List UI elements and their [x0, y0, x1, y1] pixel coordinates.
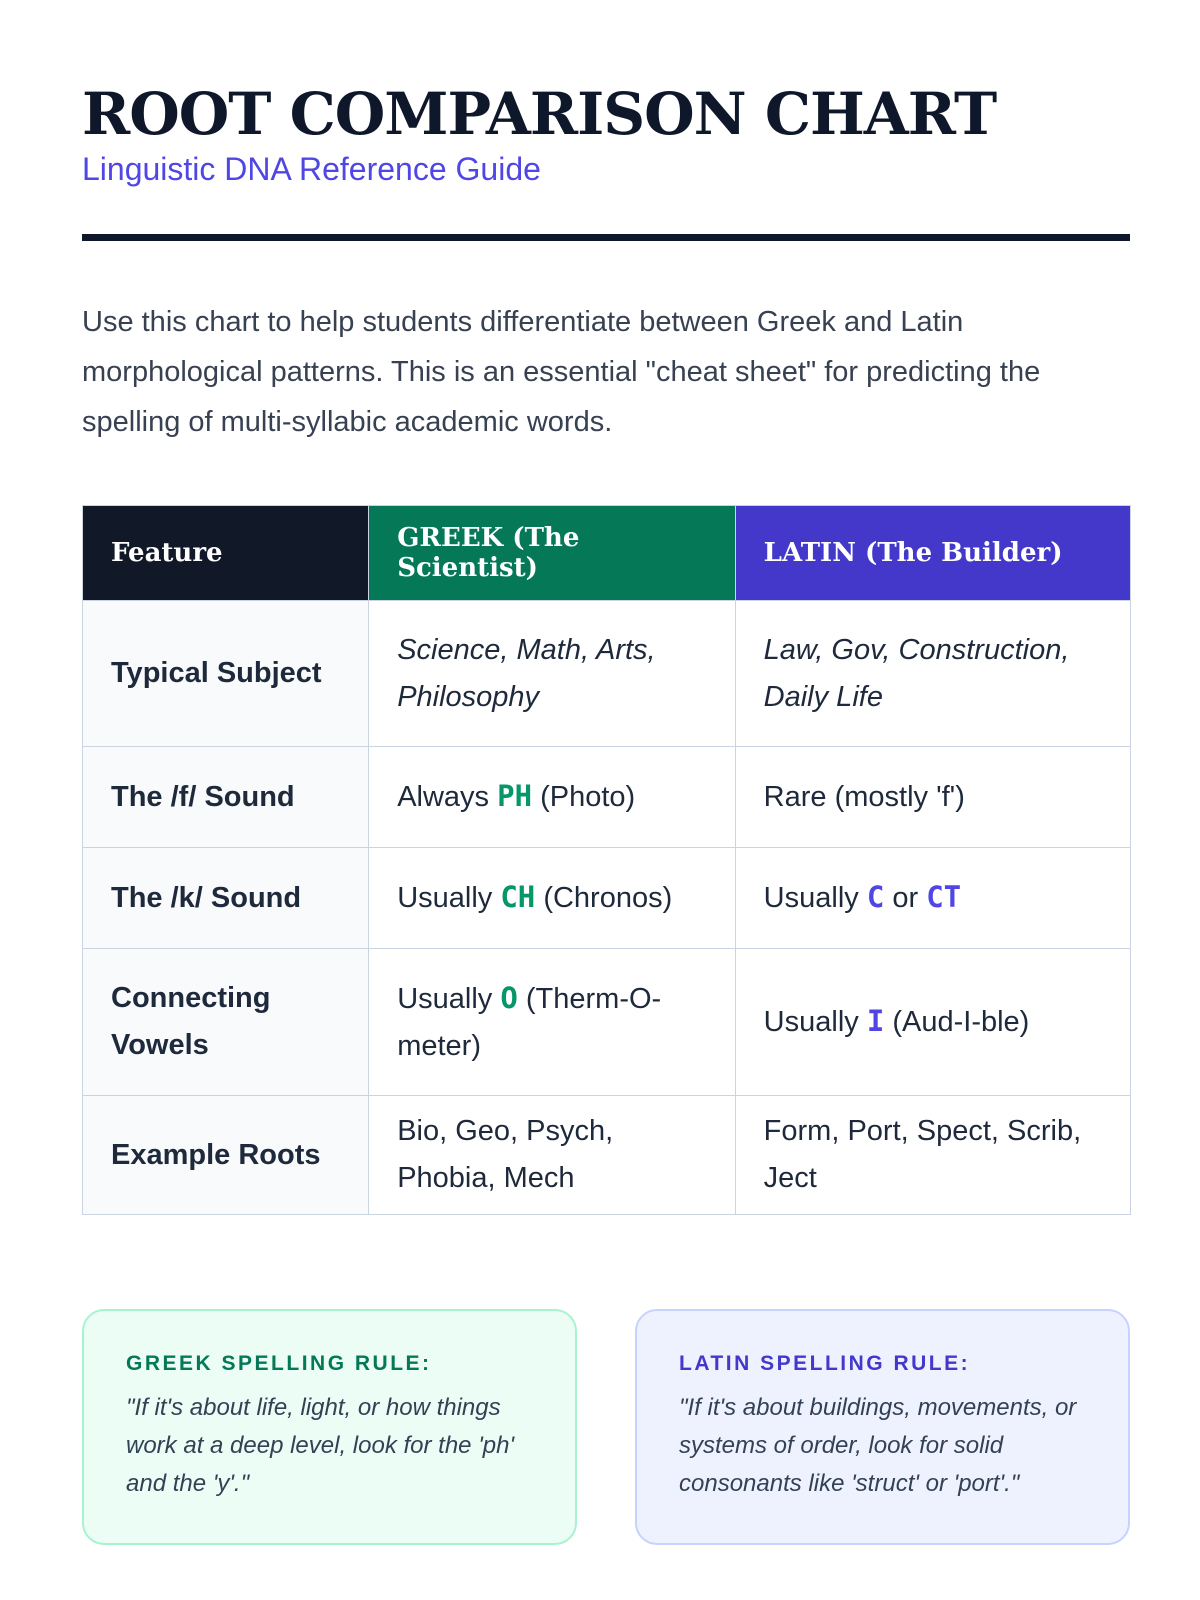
- cell-text: (Aud-I-ble): [884, 1006, 1030, 1038]
- row-feature-label: Connecting Vowels: [83, 949, 369, 1096]
- greek-cell: Science, Math, Arts, Philosophy: [369, 601, 735, 747]
- greek-rule-card: [82, 1309, 577, 1545]
- greek-cell: [369, 949, 735, 1096]
- greek-rule-label: GREEK SPELLING RULE:: [126, 1352, 432, 1375]
- latin-cell: [735, 848, 1130, 949]
- table-header-row: [83, 506, 1131, 601]
- row-feature-label: The /f/ Sound: [83, 747, 369, 848]
- latin-cell: Form, Port, Spect, Scrib, Ject: [735, 1096, 1130, 1215]
- title-divider: [82, 234, 1130, 241]
- spelling-highlight: C: [866, 880, 885, 914]
- table-row: [83, 949, 1131, 1096]
- table-row: [83, 848, 1131, 949]
- latin-cell: Law, Gov, Construction, Daily Life: [735, 601, 1130, 747]
- table-row: [83, 1096, 1131, 1215]
- table-row: [83, 747, 1131, 848]
- spelling-highlight: CH: [500, 880, 536, 914]
- greek-rule-text: "If it's about life, light, or how things work at a deep level, look for the 'ph' and the 'y'.": [126, 1394, 515, 1497]
- comparison-table: [82, 505, 1131, 1215]
- cell-text: Usually: [397, 882, 501, 914]
- intro-paragraph: Use this chart to help students differentiate between Greek and Latin morphological patterns. This is an essential "cheat sheet" for predicting the spelling of multi-syllabic academic words.: [82, 306, 1041, 438]
- header-feature: Feature: [83, 506, 369, 601]
- table-row: [83, 601, 1131, 747]
- spelling-highlight: I: [866, 1004, 885, 1038]
- cell-text: (Therm-O-meter): [397, 982, 662, 1062]
- cell-text: (Chronos): [535, 882, 673, 914]
- page-subtitle: Linguistic DNA Reference Guide: [82, 151, 541, 187]
- page-title: ROOT COMPARISON CHART: [82, 80, 997, 148]
- cell-text: Usually: [397, 982, 501, 1015]
- spelling-highlight: CT: [926, 880, 962, 914]
- greek-cell: Bio, Geo, Psych, Phobia, Mech: [369, 1096, 735, 1215]
- header-greek: GREEK (The Scientist): [369, 506, 735, 601]
- greek-cell: [369, 848, 735, 949]
- row-feature-label: The /k/ Sound: [83, 848, 369, 949]
- latin-rule-card: [635, 1309, 1130, 1545]
- greek-cell: [369, 747, 735, 848]
- cell-text: Usually: [763, 1006, 867, 1038]
- header-latin: LATIN (The Builder): [735, 506, 1130, 601]
- cell-text: (Photo): [532, 781, 636, 813]
- spelling-highlight: O: [500, 980, 518, 1015]
- latin-rule-label: LATIN SPELLING RULE:: [679, 1352, 971, 1375]
- row-feature-label: Example Roots: [83, 1096, 369, 1215]
- cell-text: or: [884, 882, 927, 914]
- cell-text: Usually: [763, 882, 867, 914]
- latin-cell: Rare (mostly 'f'): [735, 747, 1130, 848]
- latin-cell: [735, 949, 1130, 1096]
- cell-text: Always: [397, 781, 498, 813]
- row-feature-label: Typical Subject: [83, 601, 369, 747]
- spelling-rules: [82, 1309, 1130, 1545]
- latin-rule-text: "If it's about buildings, movements, or systems of order, look for solid consonants like 'struct' or 'port'.": [679, 1394, 1077, 1497]
- spelling-highlight: PH: [497, 779, 533, 813]
